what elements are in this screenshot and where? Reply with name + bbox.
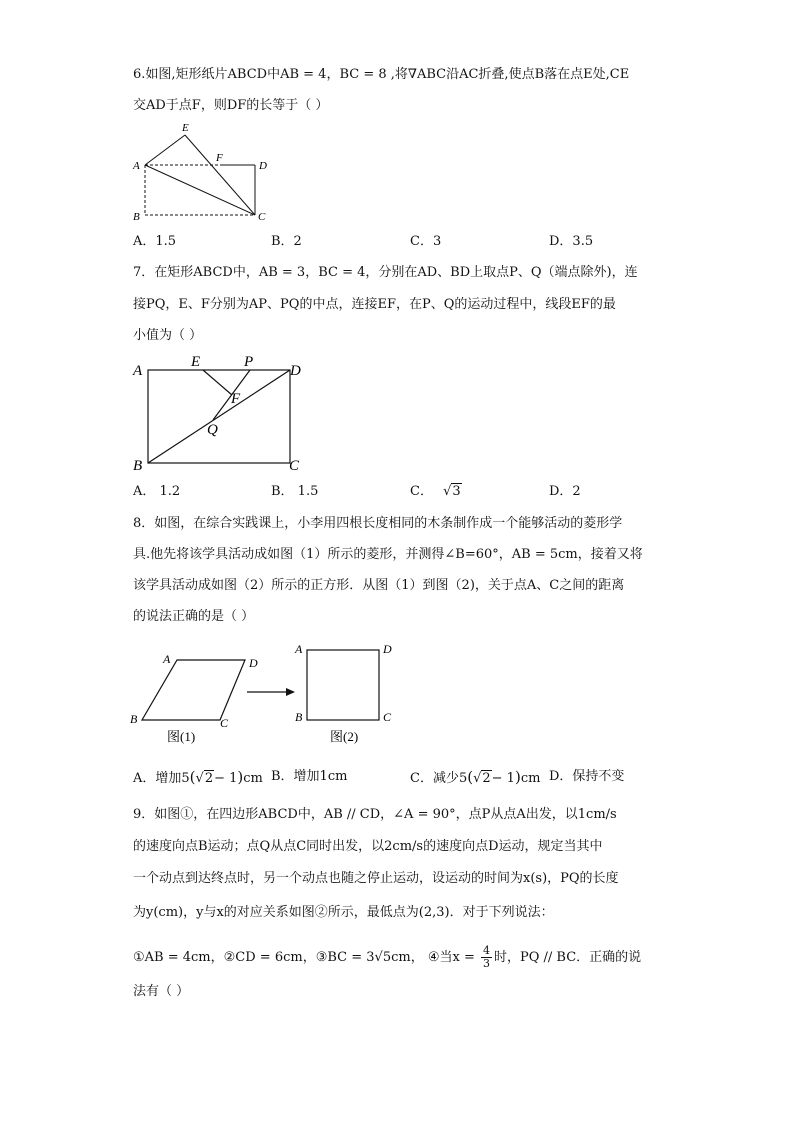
q8-fig2-label-b: B [295, 710, 303, 724]
q7-option-c-label: C． [410, 484, 433, 499]
q7-stem-line-2: 接PQ，E、F分别为AP、PQ的中点，连接EF，在P、Q的运动过程中，线段EF的最 [133, 297, 616, 312]
q7-label-b: B [133, 458, 143, 474]
q8-fig1-label-a: A [163, 652, 171, 666]
q8-arrow-head [286, 688, 295, 696]
q8-option-a-suffix: cm [243, 771, 263, 786]
q6-stem-line-1: 6.如图,矩形纸片ABCD中AB = 4，BC = 8 ,将∇ABC沿AC折叠,使点B落在点E处,CE [133, 67, 630, 82]
q8-fig1-label-d: D [249, 656, 258, 670]
q9-stem-line-4: 为y(cm)，y与x的对应关系如图②所示，最低点为(2,3)．对于下列说法： [133, 905, 554, 920]
q7-label-f: F [231, 391, 241, 407]
q9-stem-line-5 [133, 945, 641, 970]
q7-seg-ef [203, 370, 232, 395]
q8-stem-line-4: 的说法正确的是（ ） [133, 609, 255, 624]
q8-fig1-label-c: C [220, 716, 229, 730]
q6-label-e: E [182, 122, 189, 134]
q7-label-e: E [191, 354, 201, 370]
q6-label-b: B [133, 211, 140, 223]
q8-option-c[interactable]: C．减少5(√2− 1)cm [410, 768, 541, 786]
q8-rhombus [142, 660, 245, 720]
q7-figure [128, 350, 318, 475]
q6-label-d: D [259, 160, 267, 172]
q6-label-a: A [133, 160, 140, 172]
q9-stem-line-5-c: 时，PQ // BC．正确的说 [494, 950, 642, 965]
q9-stem-line-5-a: ①AB = 4cm，②CD = 6cm，③BC = 3 [133, 950, 375, 965]
q8-option-c-paren-close: ) [514, 768, 521, 786]
q6-figure [130, 120, 280, 230]
q8-option-c-prefix: C．减少5 [410, 771, 468, 786]
q6-seg-ae [145, 135, 185, 165]
q9-stem-line-5-b: 5cm， ④当x = [382, 950, 475, 965]
q9-sqrt-sign: √ [374, 950, 383, 965]
q8-option-a-paren: ( [189, 768, 196, 786]
q6-stem-line-2: 交AD于点F，则DF的长等于（ ） [133, 98, 329, 113]
q8-fig2-label-a: A [295, 642, 303, 656]
q7-label-c: C [289, 458, 300, 474]
q9-stem-line-3: 一个动点到达终点时，另一个动点也随之停止运动，设运动的时间为x(s)，PQ的长度 [133, 871, 619, 886]
q8-fig2-caption: 图(2) [330, 729, 359, 744]
q7-label-d: D [290, 363, 301, 379]
q9-stem-line-2: 的速度向点B运动；点Q从点C同时出发，以2cm/s的速度向点D运动，规定当其中 [133, 839, 603, 854]
q7-option-b[interactable]: B． 1.5 [271, 484, 319, 499]
q9-fraction-denominator: 3 [483, 957, 490, 970]
q8-stem-line-2: 具.他先将该学具活动成如图（1）所示的菱形，并测得∠B=60°，AB = 5cm，接着又将 [133, 547, 643, 562]
q8-option-c-suffix: cm [520, 771, 541, 786]
q8-option-a-prefix: A．增加5 [133, 771, 190, 786]
q6-option-d[interactable]: D．3.5 [549, 234, 594, 249]
q8-stem-line-3: 该学具活动成如图（2）所示的正方形．从图（1）到图（2)，关于点A、C之间的距离 [133, 578, 625, 593]
q7-stem-line-1: 7．在矩形ABCD中，AB = 3，BC = 4，分别在AD、BD上取点P、Q（端点除外)，连 [133, 265, 638, 280]
q7-option-d[interactable]: D．2 [549, 484, 581, 499]
q7-stem-line-3: 小值为（ ） [133, 328, 203, 343]
q9-stem-line-6: 法有（ ） [133, 984, 190, 999]
q6-option-c[interactable]: C．3 [410, 234, 442, 249]
q6-label-f: F [216, 152, 223, 164]
q8-option-a[interactable]: A．增加5(√2− 1)cm [133, 768, 263, 786]
q8-option-c-minus-one: − 1 [491, 771, 515, 786]
q8-fig1-caption: 图(1) [167, 729, 196, 744]
q9-stem-line-1: 9．如图①，在四边形ABCD中，AB // CD，∠A = 90°，点P从点A出发，以1cm/s [133, 807, 617, 822]
q7-option-c-value: √3 [443, 484, 461, 499]
q8-option-c-radicand: 2 [482, 771, 491, 786]
q7-option-c-radicand: 3 [452, 484, 461, 499]
q9-fraction-numerator: 4 [483, 944, 490, 957]
q7-option-c[interactable] [410, 482, 462, 502]
q8-option-a-paren-close: ) [237, 768, 244, 786]
q8-figure [125, 635, 415, 750]
q8-fig2-label-c: C [383, 710, 392, 724]
q8-option-a-minus-one: − 1 [214, 771, 238, 786]
q8-option-d[interactable]: D．保持不变 [549, 769, 625, 784]
q8-option-b[interactable]: B．增加1cm [271, 769, 348, 784]
q6-seg-ac [145, 165, 255, 215]
q8-option-c-paren: ( [467, 768, 474, 786]
q7-option-a[interactable]: A． 1.2 [133, 484, 181, 499]
q8-fig1-label-b: B [130, 712, 138, 726]
q7-label-p: P [244, 354, 254, 370]
q6-label-c: C [258, 211, 266, 223]
q7-label-a: A [133, 363, 143, 379]
q6-option-a[interactable]: A．1.5 [133, 234, 177, 249]
q7-label-q: Q [207, 422, 218, 438]
q9-fraction [481, 945, 492, 970]
q8-stem-line-1: 8．如图，在综合实践课上，小李用四根长度相同的木条制作成一个能够活动的菱形学 [133, 516, 623, 531]
q6-option-b[interactable]: B．2 [271, 234, 302, 249]
q8-fig2-label-d: D [383, 642, 392, 656]
q8-square [307, 650, 379, 720]
q8-option-a-radicand: 2 [204, 771, 214, 786]
q6-seg-ec [185, 135, 255, 215]
